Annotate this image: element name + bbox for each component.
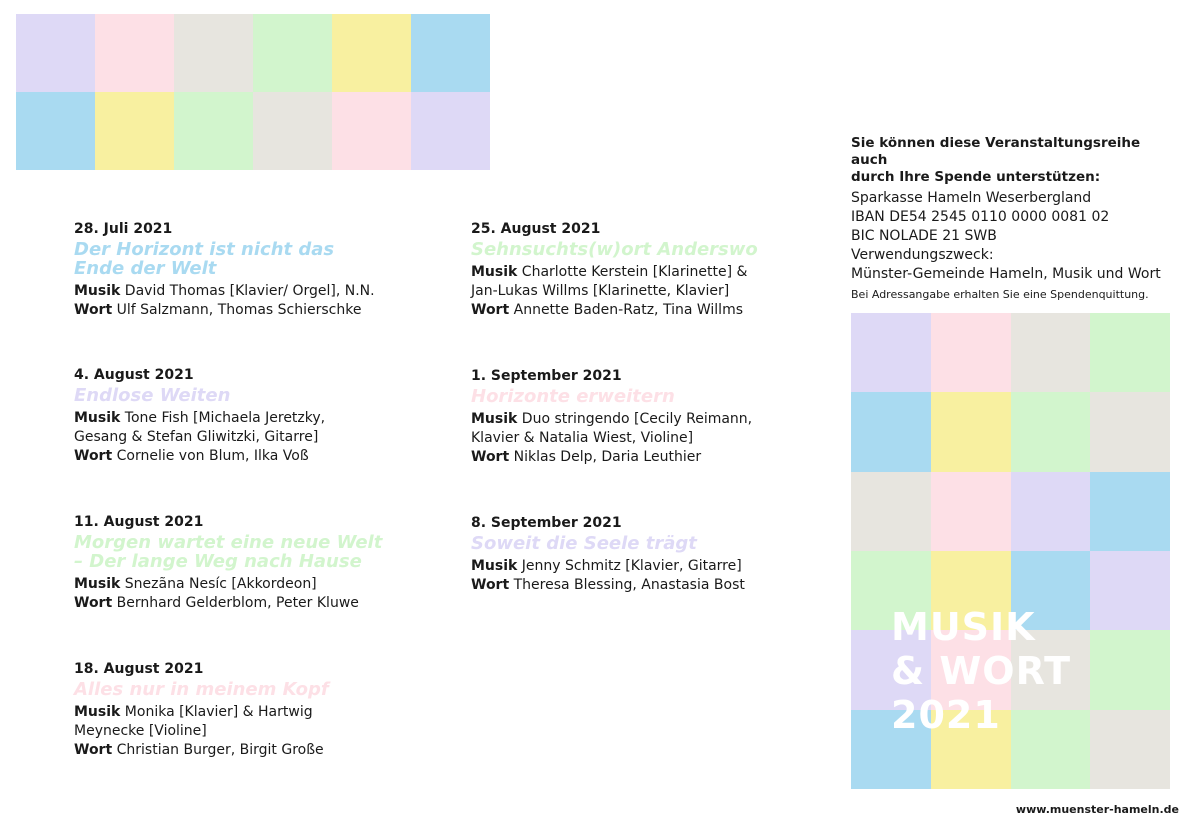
event-credit-line (74, 301, 414, 320)
color-tile (174, 92, 253, 170)
color-tile (332, 14, 411, 92)
color-tile (1090, 630, 1170, 709)
color-tile (931, 392, 1011, 471)
color-tile (851, 472, 931, 551)
credit-text: Niklas Delp, Daria Leuthier (513, 449, 702, 465)
event-credit-line (471, 557, 771, 576)
event-title-line: Horizonte erweitern (471, 386, 675, 407)
event-credit-line (471, 282, 771, 301)
color-tile (1090, 710, 1170, 789)
event-title (471, 534, 771, 553)
event-credit-line (74, 428, 414, 447)
donation-heading (851, 135, 1181, 186)
credit-text: Tone Fish [Michaela Jeretzky, (124, 410, 326, 426)
credit-text: Duo stringendo [Cecily Reimann, (521, 411, 753, 427)
cover-title-line: MUSIK (891, 605, 1036, 649)
cover-title (891, 605, 1071, 737)
credit-text: Theresa Blessing, Anastasia Bost (513, 577, 745, 593)
credit-text: Cornelie von Blum, Ilka Voß (116, 448, 309, 464)
credit-text: Charlotte Kerstein [Klarinette] & (521, 264, 748, 280)
event-date: 1. September 2021 (471, 368, 622, 384)
event-title (74, 680, 414, 699)
credit-label: Musik (74, 576, 121, 592)
color-tile (1011, 313, 1091, 392)
event-title (471, 387, 771, 406)
donation-heading-line: durch Ihre Spende unterstützen: (851, 169, 1101, 185)
event-title (74, 533, 414, 571)
credit-text: Bernhard Gelderblom, Peter Kluwe (116, 595, 359, 611)
credit-text: Annette Baden-Ratz, Tina Willms (513, 302, 743, 318)
event-block (74, 513, 414, 613)
color-tile (851, 313, 931, 392)
event-credit-line (74, 282, 414, 301)
credit-text: Jenny Schmitz [Klavier, Gitarre] (521, 558, 742, 574)
credit-text: Monika [Klavier] & Hartwig (124, 704, 313, 720)
credit-label: Wort (74, 742, 113, 758)
cover-title-line: & WORT (891, 649, 1072, 693)
event-title-line: Soweit die Seele trägt (471, 533, 697, 554)
credit-text: Klavier & Natalia Wiest, Violine] (471, 430, 694, 446)
event-title-line: – Der lange Weg nach Hause (74, 551, 362, 572)
event-credit-line (471, 301, 771, 320)
event-credit-line (471, 576, 771, 595)
color-tile (1090, 551, 1170, 630)
event-block (74, 220, 414, 320)
event-title-line: Morgen wartet eine neue Welt (74, 532, 383, 553)
event-credit-line (74, 703, 414, 722)
purpose-text: Münster-Gemeinde Hameln, Musik und Wort (851, 266, 1161, 282)
credit-text: Jan-Lukas Willms [Klarinette, Klavier] (471, 283, 730, 299)
color-tile (411, 92, 490, 170)
event-title-line: Alles nur in meinem Kopf (74, 679, 329, 700)
event-block (74, 660, 414, 760)
event-title-line: Endlose Weiten (74, 385, 231, 406)
event-date: 28. Juli 2021 (74, 221, 173, 237)
credit-label: Musik (471, 264, 518, 280)
credit-label: Wort (74, 595, 113, 611)
credit-text: Ulf Salzmann, Thomas Schierschke (116, 302, 362, 318)
donation-heading-line: Sie können diese Veranstaltungsreihe auch (851, 135, 1141, 168)
purpose-label: Verwendungszweck: (851, 247, 994, 263)
color-tile (851, 392, 931, 471)
color-tile (1090, 392, 1170, 471)
credit-text: Snezãna Nesíc [Akkordeon] (124, 576, 317, 592)
event-title-line: Der Horizont ist nicht das (74, 239, 335, 260)
color-tile (95, 14, 174, 92)
credit-label: Musik (74, 410, 121, 426)
event-credit-line (74, 409, 414, 428)
credit-label: Wort (471, 449, 510, 465)
event-block (471, 220, 771, 320)
color-tile (411, 14, 490, 92)
cover-title-line: 2021 (891, 693, 1001, 737)
event-credit-line (471, 448, 771, 467)
event-credit-line (471, 263, 771, 282)
color-tile (16, 92, 95, 170)
event-block (74, 366, 414, 466)
event-block (471, 367, 771, 467)
color-tile (1011, 472, 1091, 551)
event-credit-line (74, 447, 414, 466)
credit-label: Wort (74, 302, 113, 318)
color-tile (16, 14, 95, 92)
color-tile (931, 472, 1011, 551)
bank-name: Sparkasse Hameln Weserbergland (851, 190, 1092, 206)
event-credit-line (74, 741, 414, 760)
iban: IBAN DE54 2545 0110 0000 0081 02 (851, 209, 1110, 225)
color-tile (332, 92, 411, 170)
color-tile (1011, 392, 1091, 471)
event-title (471, 240, 771, 259)
event-date: 11. August 2021 (74, 514, 204, 530)
event-date: 8. September 2021 (471, 515, 622, 531)
event-credit-line (74, 594, 414, 613)
event-credit-line (471, 429, 771, 448)
event-credit-line (471, 410, 771, 429)
color-tile (95, 92, 174, 170)
bic: BIC NOLADE 21 SWB (851, 228, 997, 244)
event-title-line: Ende der Welt (74, 258, 217, 279)
credit-label: Musik (471, 411, 518, 427)
color-tile (1090, 313, 1170, 392)
color-tile (1090, 472, 1170, 551)
credit-label: Musik (74, 283, 121, 299)
color-tile (253, 92, 332, 170)
donation-info (851, 135, 1181, 303)
credit-text: Gesang & Stefan Gliwitzki, Gitarre] (74, 429, 319, 445)
credit-label: Wort (74, 448, 113, 464)
color-tile (931, 313, 1011, 392)
credit-label: Musik (74, 704, 121, 720)
event-date: 4. August 2021 (74, 367, 194, 383)
color-tile (253, 14, 332, 92)
color-tile (174, 14, 253, 92)
event-block (471, 514, 771, 595)
event-date: 25. August 2021 (471, 221, 601, 237)
credit-label: Wort (471, 577, 510, 593)
event-credit-line (74, 575, 414, 594)
credit-text: Christian Burger, Birgit Große (116, 742, 324, 758)
receipt-note: Bei Adressangabe erhalten Sie eine Spendenquittung. (851, 288, 1149, 301)
credit-label: Musik (471, 558, 518, 574)
top-color-tiles (16, 14, 490, 170)
event-title (74, 386, 414, 405)
event-title (74, 240, 414, 278)
website-url: www.muenster-hameln.de (1015, 803, 1179, 816)
credit-text: David Thomas [Klavier/ Orgel], N.N. (124, 283, 375, 299)
credit-label: Wort (471, 302, 510, 318)
event-title-line: Sehnsuchts(w)ort Anderswo (471, 239, 758, 260)
credit-text: Meynecke [Violine] (74, 723, 207, 739)
event-credit-line (74, 722, 414, 741)
event-date: 18. August 2021 (74, 661, 204, 677)
